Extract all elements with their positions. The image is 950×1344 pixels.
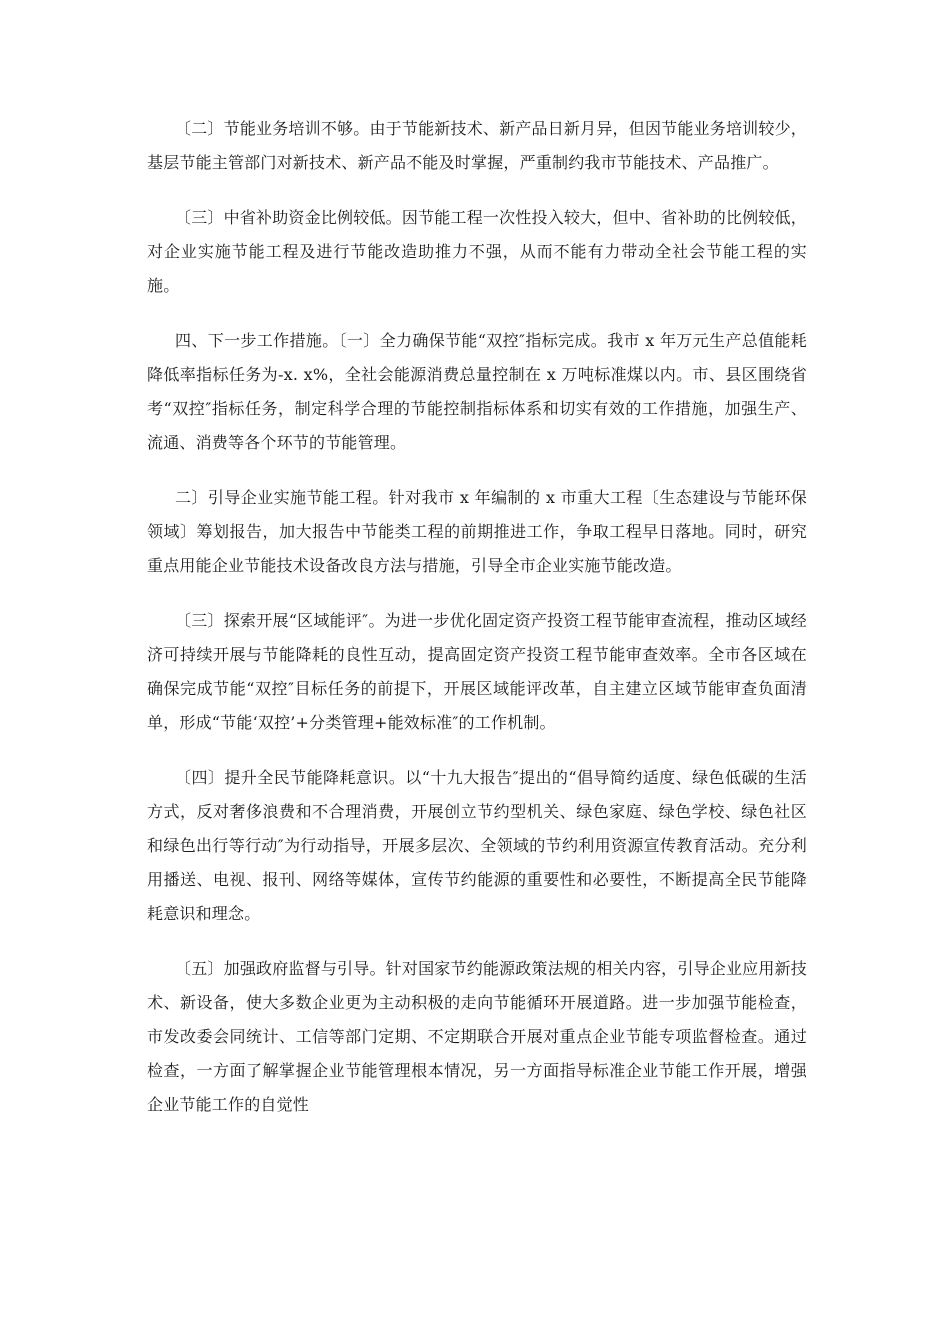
paragraph-government-supervision: 〔五〕加强政府监督与引导。针对国家节约能源政策法规的相关内容，引导企业应用新技术、新设备，使大多数企业更为主动积极的走向节能循环开展道路。进一步加强节能检查，市发改委会同统计、工信等部门定期、不定期联合开展对重点企业节能专项监督检查。通过检查，一方面了解掌握企业节能管理根本情况，另一方面指导标准企业节能工作开展，增强企业节能工作的自觉性 bbox=[147, 959, 807, 1114]
paragraph-guide-enterprises: 二〕引导企业实施节能工程。针对我市 x 年编制的 x 市重大工程〔生态建设与节能环保领域〕筹划报告，加大报告中节能类工程的前期推进工作，争取工程早日落地。同时，研究重点用能企业节能技术设备改良方法与措施，引导全市企业实施节能改造。 bbox=[147, 488, 807, 575]
paragraph-subsidy-ratio: 〔三〕中省补助资金比例较低。因节能工程一次性投入较大，但中、省补助的比例较低，对企业实施节能工程及进行节能改造助推力不强，从而不能有力带动全社会节能工程的实施。 bbox=[147, 208, 807, 295]
paragraph-public-awareness: 〔四〕提升全民节能降耗意识。以“十九大报告″提出的“倡导简约适度、绿色低碳的生活方式，反对奢侈浪费和不合理消费，开展创立节约型机关、绿色家庭、绿色学校、绿色社区和绿色出行等行动″为行动指导，开展多层次、全领域的节约利用资源宣传教育活动。充分利用播送、电视、报刊、网络等媒体，宣传节约能源的重要性和必要性，不断提高全民节能降耗意识和理念。 bbox=[147, 768, 807, 923]
document-body bbox=[147, 112, 807, 1143]
paragraph-regional-assessment: 〔三〕探索开展“区域能评″。为进一步优化固定资产投资工程节能审查流程，推动区域经济可持续开展与节能降耗的良性互动，提高固定资产投资工程节能审查效率。全市各区域在确保完成节能“双控″目标任务的前提下，开展区域能评改革，自主建立区域节能审查负面清单，形成“节能‘双控’+分类管理+能效标准″的工作机制。 bbox=[147, 611, 807, 732]
paragraph-training-shortage: 〔二〕节能业务培训不够。由于节能新技术、新产品日新月异，但因节能业务培训较少，基层节能主管部门对新技术、新产品不能及时掌握，严重制约我市节能技术、产品推广。 bbox=[147, 119, 807, 172]
paragraph-next-steps-dual-control: 四、下一步工作措施。〔一〕全力确保节能“双控″指标完成。我市 x 年万元生产总值能耗降低率指标任务为-x. x%，全社会能源消费总量控制在 x 万吨标准煤以内。市、县区围绕省考“双控″指标任务，制定科学合理的节能控制指标体系和切实有效的工作措施，加强生产、流通、消费等各个环节的节能管理。 bbox=[147, 331, 807, 452]
